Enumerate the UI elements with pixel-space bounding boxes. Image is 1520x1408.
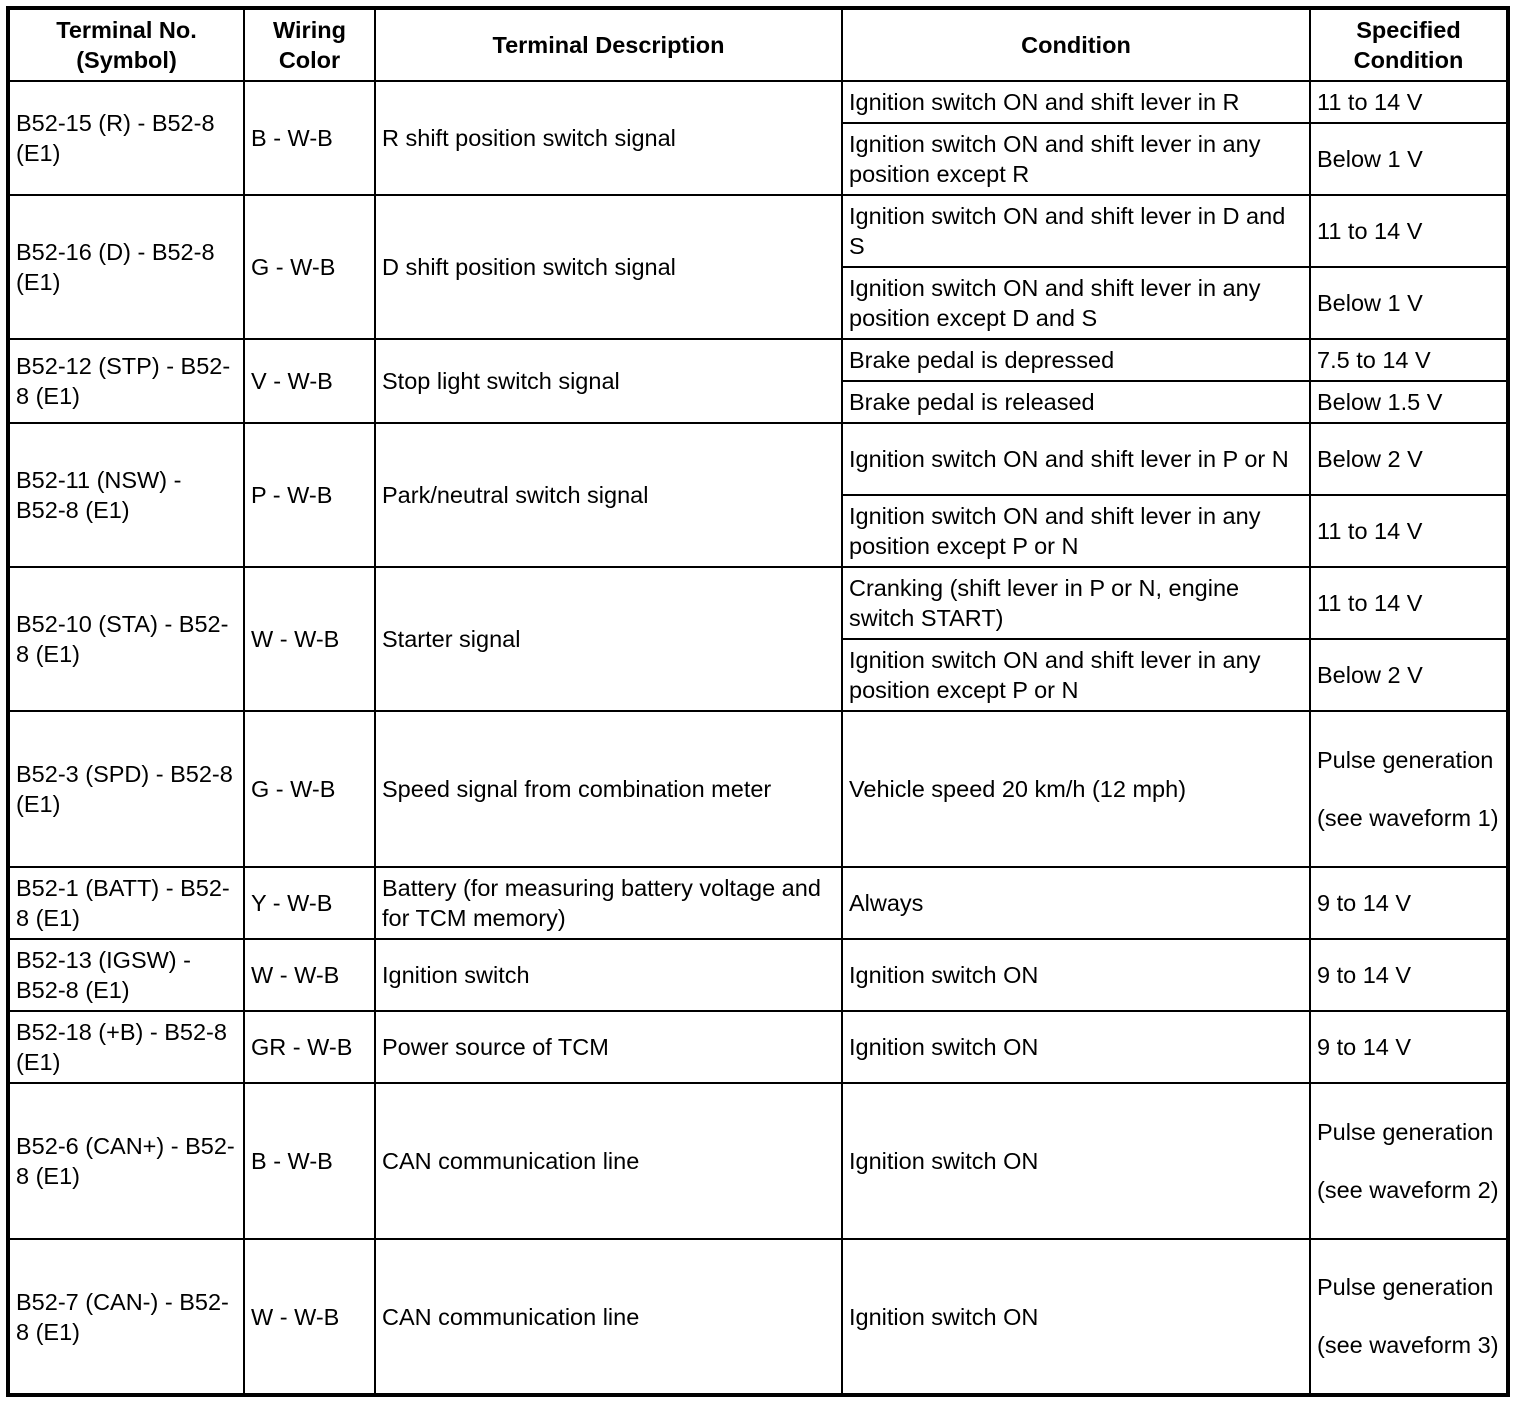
wiring-color-cell: W - W-B xyxy=(244,567,375,711)
header-condition: Condition xyxy=(842,8,1310,81)
wiring-color-cell: P - W-B xyxy=(244,423,375,567)
table-row xyxy=(8,1239,1508,1395)
description-cell: Ignition switch xyxy=(375,939,842,1011)
terminal-cell: B52-15 (R) - B52-8 (E1) xyxy=(8,81,244,195)
condition-cell: Ignition switch ON and shift lever in R xyxy=(842,81,1310,123)
wiring-color-cell: GR - W-B xyxy=(244,1011,375,1083)
condition-cell: Ignition switch ON xyxy=(842,1011,1310,1083)
condition-cell: Ignition switch ON and shift lever in any position except P or N xyxy=(842,639,1310,711)
table-row xyxy=(8,1011,1508,1083)
header-wiring-color: Wiring Color xyxy=(244,8,375,81)
spec-cell: Pulse generation (see waveform 3) xyxy=(1310,1239,1508,1395)
spec-cell: Below 1 V xyxy=(1310,123,1508,195)
condition-cell: Ignition switch ON and shift lever in any position except R xyxy=(842,123,1310,195)
header-terminal: Terminal No. (Symbol) xyxy=(8,8,244,81)
table-row xyxy=(8,195,1508,267)
spec-cell: Below 2 V xyxy=(1310,423,1508,495)
spec-cell: 11 to 14 V xyxy=(1310,495,1508,567)
condition-cell: Brake pedal is released xyxy=(842,381,1310,423)
terminal-cell: B52-3 (SPD) - B52-8 (E1) xyxy=(8,711,244,867)
header-specified-condition: Specified Condition xyxy=(1310,8,1508,81)
wiring-color-cell: W - W-B xyxy=(244,1239,375,1395)
condition-cell: Ignition switch ON xyxy=(842,1239,1310,1395)
condition-cell: Ignition switch ON xyxy=(842,939,1310,1011)
description-cell: Speed signal from combination meter xyxy=(375,711,842,867)
description-cell: R shift position switch signal xyxy=(375,81,842,195)
wiring-color-cell: G - W-B xyxy=(244,711,375,867)
spec-cell: 11 to 14 V xyxy=(1310,195,1508,267)
condition-cell: Vehicle speed 20 km/h (12 mph) xyxy=(842,711,1310,867)
terminal-cell: B52-12 (STP) - B52-8 (E1) xyxy=(8,339,244,423)
condition-cell: Ignition switch ON xyxy=(842,1083,1310,1239)
spec-cell: 7.5 to 14 V xyxy=(1310,339,1508,381)
condition-cell: Ignition switch ON and shift lever in any position except D and S xyxy=(842,267,1310,339)
spec-cell: Below 1.5 V xyxy=(1310,381,1508,423)
description-cell: D shift position switch signal xyxy=(375,195,842,339)
header-description: Terminal Description xyxy=(375,8,842,81)
wiring-color-cell: Y - W-B xyxy=(244,867,375,939)
terminal-cell: B52-18 (+B) - B52-8 (E1) xyxy=(8,1011,244,1083)
terminal-cell: B52-10 (STA) - B52-8 (E1) xyxy=(8,567,244,711)
spec-cell: 11 to 14 V xyxy=(1310,81,1508,123)
terminal-cell: B52-11 (NSW) - B52-8 (E1) xyxy=(8,423,244,567)
description-cell: CAN communication line xyxy=(375,1239,842,1395)
description-cell: Starter signal xyxy=(375,567,842,711)
spec-cell: Pulse generation (see waveform 2) xyxy=(1310,1083,1508,1239)
condition-cell: Always xyxy=(842,867,1310,939)
condition-cell: Ignition switch ON and shift lever in any position except P or N xyxy=(842,495,1310,567)
table-row xyxy=(8,567,1508,639)
table-row xyxy=(8,867,1508,939)
spec-cell: 9 to 14 V xyxy=(1310,939,1508,1011)
condition-cell: Cranking (shift lever in P or N, engine switch START) xyxy=(842,567,1310,639)
spec-cell: 9 to 14 V xyxy=(1310,867,1508,939)
description-cell: Battery (for measuring battery voltage and for TCM memory) xyxy=(375,867,842,939)
terminal-cell: B52-16 (D) - B52-8 (E1) xyxy=(8,195,244,339)
terminal-cell: B52-1 (BATT) - B52-8 (E1) xyxy=(8,867,244,939)
spec-cell: Pulse generation (see waveform 1) xyxy=(1310,711,1508,867)
table-row xyxy=(8,423,1508,495)
table-row xyxy=(8,81,1508,123)
terminal-cell: B52-13 (IGSW) - B52-8 (E1) xyxy=(8,939,244,1011)
description-cell: Power source of TCM xyxy=(375,1011,842,1083)
wiring-color-cell: B - W-B xyxy=(244,81,375,195)
terminal-cell: B52-7 (CAN-) - B52-8 (E1) xyxy=(8,1239,244,1395)
terminal-cell: B52-6 (CAN+) - B52-8 (E1) xyxy=(8,1083,244,1239)
terminal-spec-table xyxy=(6,6,1510,1397)
table-row xyxy=(8,1083,1508,1239)
wiring-color-cell: B - W-B xyxy=(244,1083,375,1239)
condition-cell: Brake pedal is depressed xyxy=(842,339,1310,381)
wiring-color-cell: W - W-B xyxy=(244,939,375,1011)
wiring-color-cell: V - W-B xyxy=(244,339,375,423)
table-row xyxy=(8,339,1508,381)
spec-cell: Below 2 V xyxy=(1310,639,1508,711)
description-cell: Park/neutral switch signal xyxy=(375,423,842,567)
description-cell: CAN communication line xyxy=(375,1083,842,1239)
description-cell: Stop light switch signal xyxy=(375,339,842,423)
condition-cell: Ignition switch ON and shift lever in P or N xyxy=(842,423,1310,495)
condition-cell: Ignition switch ON and shift lever in D and S xyxy=(842,195,1310,267)
wiring-color-cell: G - W-B xyxy=(244,195,375,339)
table-row xyxy=(8,939,1508,1011)
spec-cell: 9 to 14 V xyxy=(1310,1011,1508,1083)
table-row xyxy=(8,711,1508,867)
spec-cell: Below 1 V xyxy=(1310,267,1508,339)
spec-cell: 11 to 14 V xyxy=(1310,567,1508,639)
header-row xyxy=(8,8,1508,81)
